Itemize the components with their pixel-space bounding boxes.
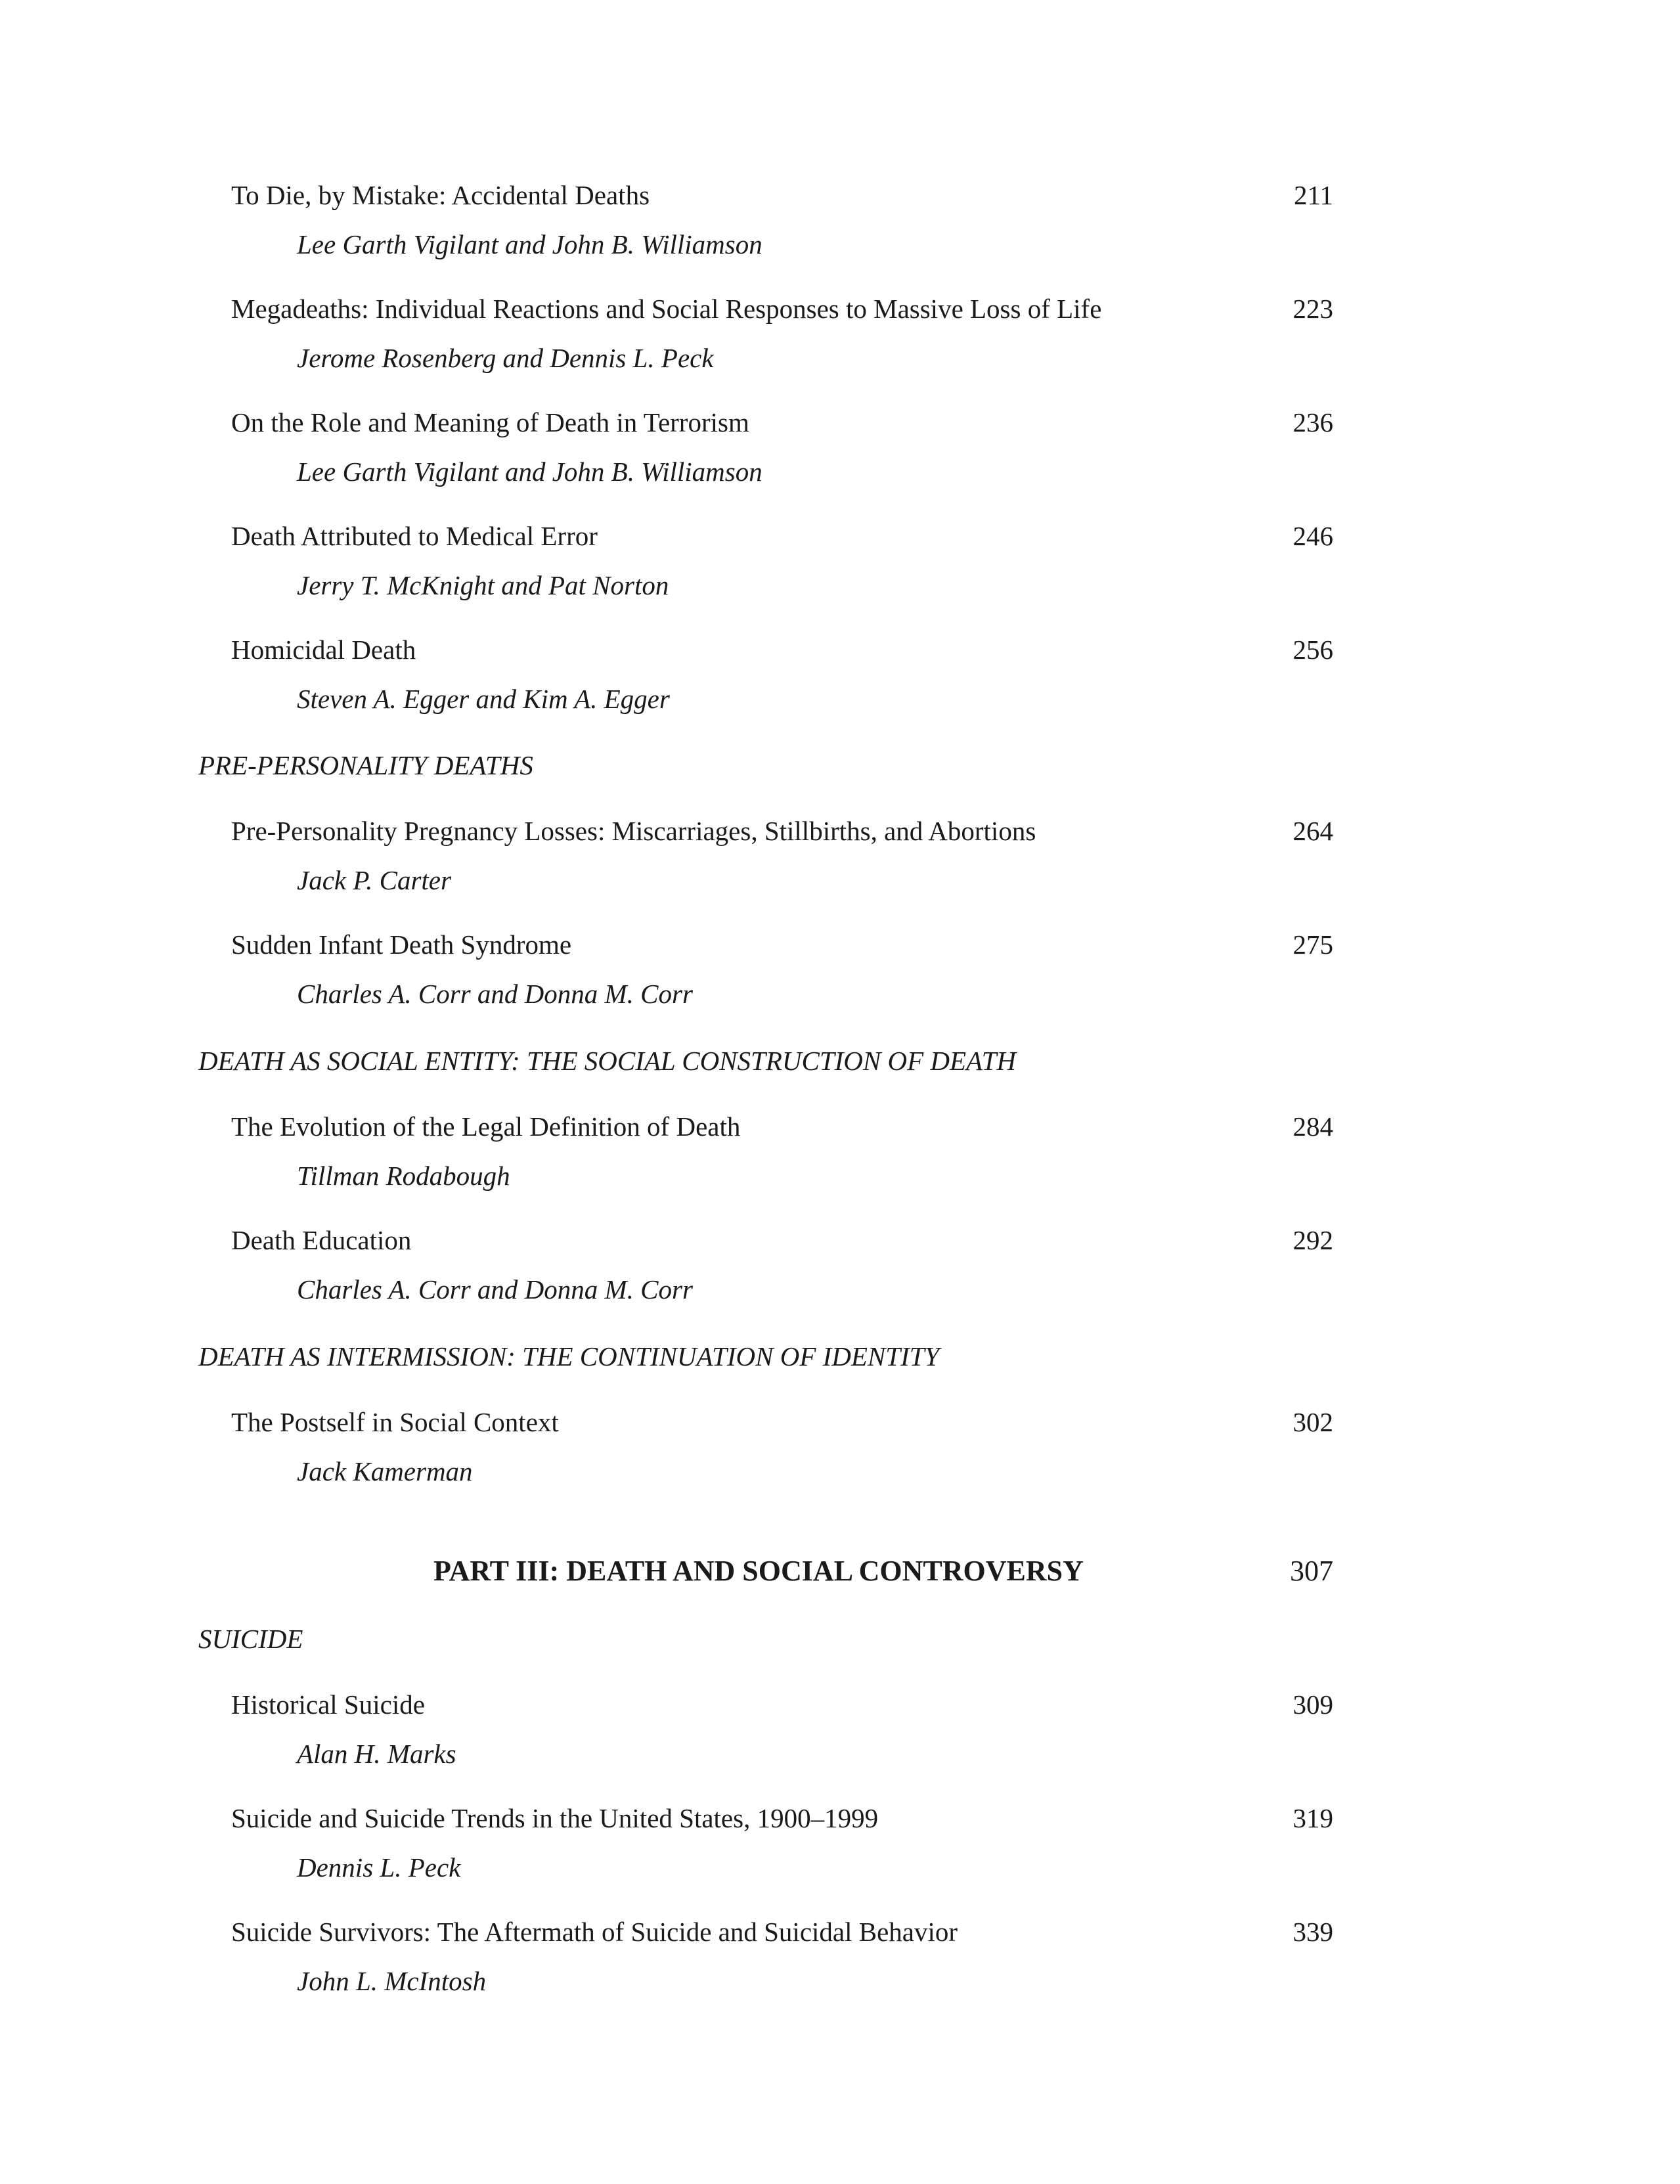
toc-entry-authors: Jack P. Carter [297, 865, 451, 895]
toc-entry-title: Death Education [231, 1225, 412, 1255]
toc-entry-authors: Alan H. Marks [297, 1739, 456, 1769]
toc-entry-title: Sudden Infant Death Syndrome [231, 929, 572, 960]
part-page: 307 [1290, 1555, 1333, 1587]
toc-entry-authors: Charles A. Corr and Donna M. Corr [297, 1274, 693, 1304]
toc-entry-authors: Jerome Rosenberg and Dennis L. Peck [297, 343, 714, 373]
toc-entry-title: Death Attributed to Medical Error [231, 521, 598, 551]
toc-entry-authors: Jerry T. McKnight and Pat Norton [297, 570, 669, 600]
toc-entry-page: 246 [1293, 521, 1333, 551]
toc-entry-authors: Lee Garth Vigilant and John B. Williamson [297, 457, 763, 487]
toc-entry-title: Megadeaths: Individual Reactions and Social Responses to Massive Loss of Life [231, 294, 1102, 324]
toc-entry-page: 309 [1293, 1689, 1333, 1720]
toc-entry-authors: Jack Kamerman [297, 1456, 473, 1486]
toc-entry-page: 275 [1293, 929, 1333, 960]
toc-entry-title: Historical Suicide [231, 1689, 425, 1720]
toc-entry-page: 302 [1293, 1407, 1333, 1437]
toc-entry-page: 211 [1294, 180, 1333, 210]
toc-entry-authors: John L. McIntosh [297, 1966, 487, 1996]
toc-section-heading: PRE-PERSONALITY DEATHS [198, 750, 533, 780]
toc-entry-title: On the Role and Meaning of Death in Terrorism [231, 407, 749, 437]
toc-entry-page: 284 [1293, 1111, 1333, 1142]
part-heading: PART III: DEATH AND SOCIAL CONTROVERSY [433, 1555, 1084, 1587]
toc-entry-authors: Dennis L. Peck [297, 1852, 461, 1883]
toc-entry-page: 264 [1293, 816, 1333, 846]
toc-entry-title: The Postself in Social Context [231, 1407, 559, 1437]
toc-section-heading: SUICIDE [198, 1624, 303, 1654]
toc-entry-page: 223 [1293, 294, 1333, 324]
toc-entry-page: 319 [1293, 1803, 1333, 1833]
toc-section-heading: DEATH AS SOCIAL ENTITY: THE SOCIAL CONSTRUCTION OF DEATH [198, 1046, 1016, 1076]
toc-entry-page: 256 [1293, 635, 1333, 665]
toc-entry-title: Suicide Survivors: The Aftermath of Suicide and Suicidal Behavior [231, 1917, 958, 1947]
toc-entry-title: Pre-Personality Pregnancy Losses: Miscarriages, Stillbirths, and Abortions [231, 816, 1036, 846]
toc-section-heading: DEATH AS INTERMISSION: THE CONTINUATION OF IDENTITY [198, 1341, 940, 1371]
toc-entry-authors: Charles A. Corr and Donna M. Corr [297, 979, 693, 1009]
toc-entry-title: Suicide and Suicide Trends in the United States, 1900–1999 [231, 1803, 879, 1833]
toc-entry-page: 339 [1293, 1917, 1333, 1947]
toc-entry-title: Homicidal Death [231, 635, 416, 665]
toc-entry-page: 292 [1293, 1225, 1333, 1255]
toc-entry-authors: Tillman Rodabough [297, 1161, 510, 1191]
toc-entry-title: To Die, by Mistake: Accidental Deaths [231, 180, 650, 210]
toc-entry-title: The Evolution of the Legal Definition of Death [231, 1111, 741, 1142]
toc-entry-authors: Steven A. Egger and Kim A. Egger [297, 684, 670, 714]
toc-entry-authors: Lee Garth Vigilant and John B. Williamson [297, 229, 763, 259]
toc-entry-page: 236 [1293, 407, 1333, 437]
